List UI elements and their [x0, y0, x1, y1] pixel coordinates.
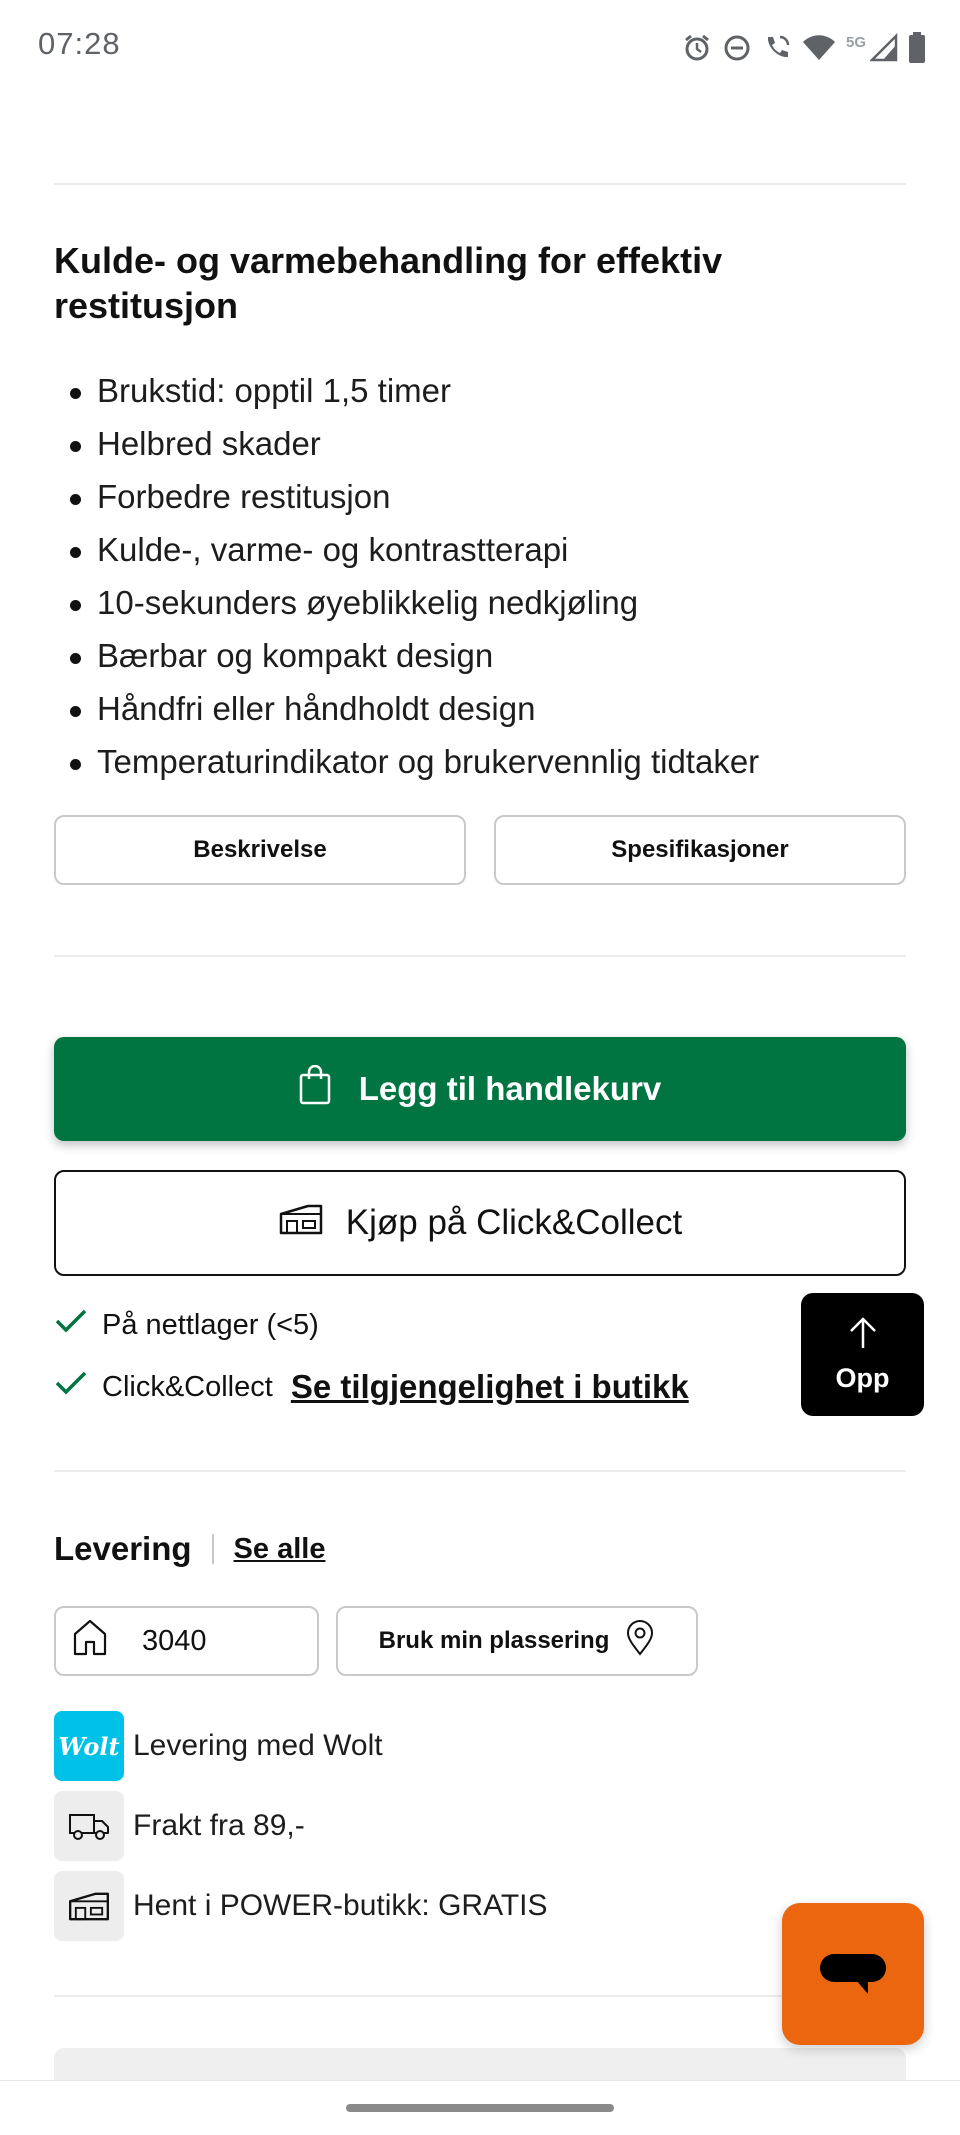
feature-item: Håndfri eller håndholdt design: [54, 682, 914, 735]
section-title: Kulde- og varmebehandling for effektiv restitusjon: [54, 240, 723, 326]
use-location-label: Bruk min plassering: [378, 1627, 610, 1654]
chat-button[interactable]: [782, 1903, 924, 2045]
click-collect-label: Kjøp på Click&Collect: [345, 1203, 683, 1242]
delivery-title: Levering: [54, 1530, 192, 1567]
scroll-up-button[interactable]: [801, 1293, 924, 1416]
feature-item: Temperaturindikator og brukervennlig tidtaker: [54, 735, 914, 788]
stock-online-row: [54, 1306, 319, 1344]
store-icon: [54, 1871, 124, 1941]
stock-online-text: På nettlager (<5): [102, 1308, 319, 1341]
add-to-cart-button[interactable]: [54, 1037, 906, 1141]
divider: [54, 955, 906, 957]
postal-code-field[interactable]: [54, 1606, 319, 1676]
delivery-option-wolt: [54, 1711, 383, 1781]
divider: [54, 1995, 906, 1997]
location-pin-icon: [625, 1620, 655, 1663]
store-availability-link[interactable]: Se tilgjengelighet i butikk: [290, 1368, 689, 1405]
home-indicator[interactable]: [346, 2104, 614, 2112]
use-location-button[interactable]: [336, 1606, 698, 1676]
click-collect-button[interactable]: [54, 1170, 906, 1276]
delivery-header: [54, 1530, 325, 1568]
add-to-cart-label: Legg til handlekurv: [358, 1070, 662, 1107]
divider: [54, 1470, 906, 1472]
wolt-logo: Wolt: [54, 1711, 124, 1781]
specifications-button[interactable]: Spesifikasjoner: [494, 815, 906, 885]
divider: [54, 183, 906, 185]
checkmark-icon: [54, 1368, 88, 1406]
checkmark-icon: [54, 1306, 88, 1344]
wifi-calling-icon: [762, 33, 792, 63]
alarm-icon: [682, 33, 712, 63]
scroll-up-label: Opp: [835, 1362, 890, 1393]
feature-item: 10-sekunders øyeblikkelig nedkjøling: [54, 576, 914, 629]
cellular-signal-icon: [870, 33, 898, 63]
status-icons: [682, 30, 926, 66]
postal-code-value: 3040: [142, 1624, 207, 1657]
status-time: 07:28: [38, 26, 121, 61]
arrow-up-icon: [848, 1316, 878, 1357]
store-icon: [278, 1202, 324, 1245]
delivery-option-pickup: [54, 1871, 548, 1941]
home-icon: [72, 1618, 108, 1664]
feature-list: [54, 364, 914, 788]
battery-icon: [908, 32, 926, 64]
stock-click-collect-text: Click&Collect: [102, 1370, 273, 1403]
description-button[interactable]: Beskrivelse: [54, 815, 466, 885]
feature-item: Kulde-, varme- og kontrastterapi: [54, 523, 914, 576]
delivery-option-label: Frakt fra 89,-: [133, 1809, 305, 1842]
network-type-label: 5G: [845, 33, 866, 51]
truck-icon: [54, 1791, 124, 1861]
delivery-option-label: Hent i POWER-butikk: GRATIS: [133, 1889, 548, 1922]
feature-item: Helbred skader: [54, 417, 914, 470]
wifi-icon: [802, 33, 836, 63]
shopping-bag-icon: [299, 1065, 331, 1113]
stock-click-collect-row: [54, 1368, 689, 1406]
feature-item: Bærbar og kompakt design: [54, 629, 914, 682]
see-all-link[interactable]: Se alle: [233, 1532, 326, 1565]
feature-item: Brukstid: opptil 1,5 timer: [54, 364, 914, 417]
feature-item: Forbedre restitusjon: [54, 470, 914, 523]
delivery-option-shipping: [54, 1791, 305, 1861]
header-separator: [212, 1534, 214, 1564]
do-not-disturb-icon: [722, 33, 752, 63]
chat-bubble-icon: [818, 1944, 888, 2005]
delivery-option-label: Levering med Wolt: [133, 1729, 383, 1762]
